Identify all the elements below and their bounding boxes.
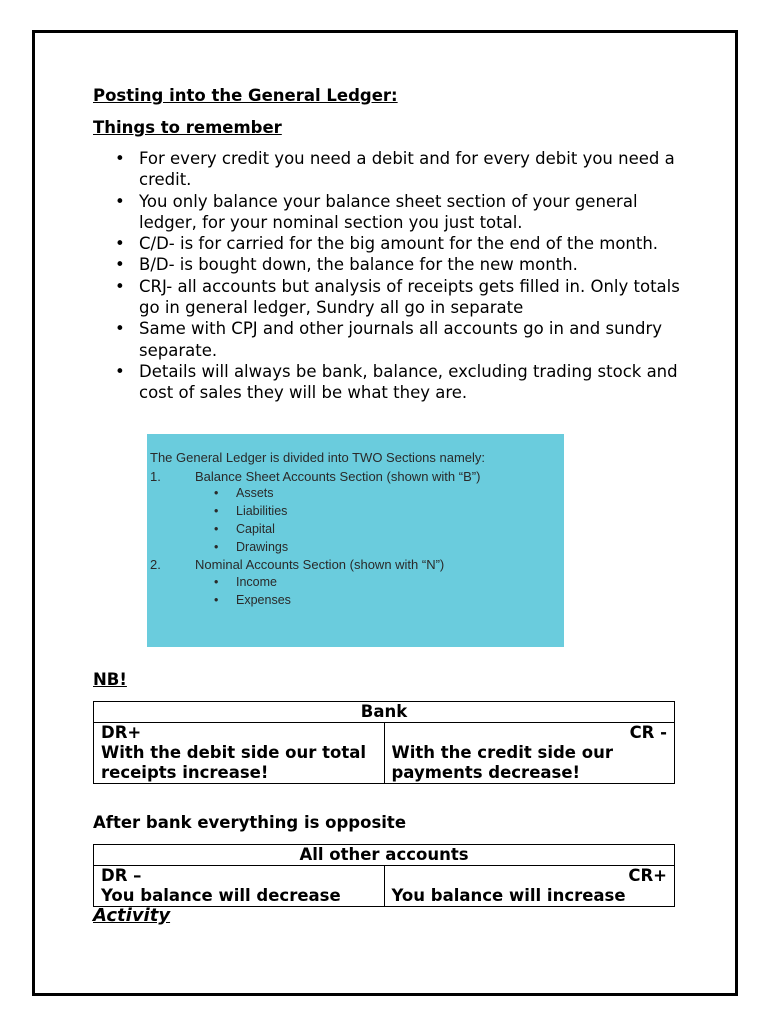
after-bank-text: After bank everything is opposite [93, 813, 407, 832]
section-item: • Capital [236, 522, 275, 536]
activity-heading: Activity [93, 905, 171, 926]
list-item: • Same with CPJ and other journals all accounts go in and sundry separate. [139, 318, 683, 361]
image-title: The General Ledger is divided into TWO Sections namely: [150, 450, 486, 465]
section-item: • Assets [236, 486, 274, 500]
section-item: • Liabilities [236, 504, 287, 518]
credit-text: With the credit side our payments decrease! [391, 743, 613, 782]
credit-label: CR - [629, 723, 667, 742]
debit-text: You balance will decrease [101, 886, 341, 905]
debit-cell [94, 866, 385, 907]
list-item: • B/D- is bought down, the balance for the new month. [139, 254, 683, 275]
section-item: • Income [236, 575, 277, 589]
section-heading: Things to remember [93, 118, 282, 137]
page-title: Posting into the General Ledger: [93, 86, 398, 105]
debit-cell [94, 723, 385, 784]
reminder-list [93, 148, 683, 404]
table-header: All other accounts [94, 845, 675, 866]
debit-text: With the debit side our total receipts increase! [101, 743, 366, 782]
credit-cell [384, 866, 675, 907]
section-item: • Drawings [236, 540, 288, 554]
bank-table [93, 701, 675, 784]
credit-label: CR+ [628, 866, 667, 885]
credit-cell [384, 723, 675, 784]
section-name: Balance Sheet Accounts Section (shown with “B”) [195, 469, 481, 484]
section-number: 2. [150, 557, 161, 572]
list-item: • C/D- is for carried for the big amount for the end of the month. [139, 233, 683, 254]
other-accounts-table [93, 844, 675, 907]
debit-label: DR+ [101, 723, 142, 742]
list-item: • Details will always be bank, balance, excluding trading stock and cost of sales they will be what they are. [139, 361, 683, 404]
ledger-sections-image [147, 434, 564, 647]
section-number: 1. [150, 469, 161, 484]
section-item: • Expenses [236, 593, 291, 607]
debit-label: DR – [101, 866, 142, 885]
list-item: • CRJ- all accounts but analysis of receipts gets filled in. Only totals go in general ledger, Sundry all go in separate [139, 276, 683, 319]
list-item: • You only balance your balance sheet section of your general ledger, for your nominal section you just total. [139, 191, 683, 234]
table-header: Bank [94, 702, 675, 723]
credit-text: You balance will increase [391, 886, 626, 905]
nb-heading: NB! [93, 670, 127, 689]
list-item: • For every credit you need a debit and for every debit you need a credit. [139, 148, 683, 191]
section-name: Nominal Accounts Section (shown with “N”) [195, 557, 445, 572]
